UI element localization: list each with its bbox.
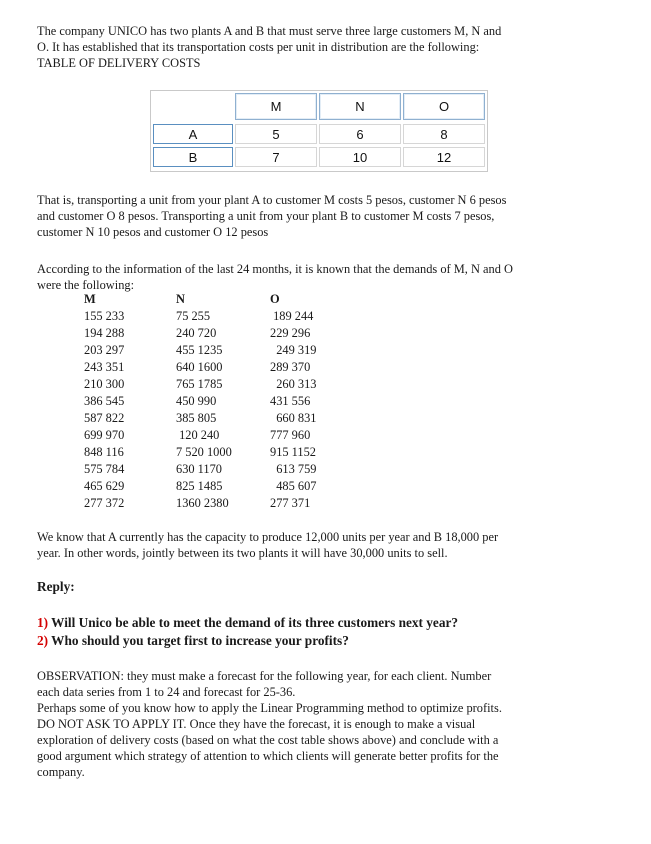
demand-m-value: 210 300 [84, 377, 125, 391]
demand-intro-line-2: were the following: [37, 278, 135, 292]
col-header-m: M [235, 93, 317, 120]
intro-line-1: The company UNICO has two plants A and B that must serve three large customers M, N and [37, 24, 502, 38]
cost-a-o: 8 [403, 124, 485, 144]
demand-o-value: 277 371 [270, 496, 311, 510]
demand-intro-paragraph [37, 261, 605, 293]
demand-n-value: 75 255 [176, 309, 211, 323]
demand-n-value: 765 1785 [176, 377, 223, 391]
demand-o-value: 660 831 [270, 411, 317, 425]
demand-o-value: 229 296 [270, 326, 311, 340]
col-header-o: O [403, 93, 485, 120]
demand-o-value: 613 759 [270, 462, 317, 476]
observation-line-1: OBSERVATION: they must make a forecast for the following year, for each client. Number [37, 669, 492, 683]
demand-o-value: 260 313 [270, 377, 317, 391]
demand-m-value: 203 297 [84, 343, 125, 357]
reply-label: Reply: [37, 579, 75, 594]
cost-b-n: 10 [319, 147, 401, 167]
observation-line-4: DO NOT ASK TO APPLY IT. Once they have the forecast, it is enough to make a visual [37, 717, 476, 731]
demand-header-o: O [270, 292, 280, 306]
demand-n-value: 7 520 1000 [176, 445, 232, 459]
col-header-n: N [319, 93, 401, 120]
demand-n-value: 450 990 [176, 394, 217, 408]
demand-n-value: 640 1600 [176, 360, 223, 374]
demand-m-value: 243 351 [84, 360, 125, 374]
demand-column-n [176, 291, 232, 512]
demand-m-value: 587 822 [84, 411, 125, 425]
demand-o-value: 289 370 [270, 360, 311, 374]
capacity-line-2: year. In other words, jointly between its two plants it will have 30,000 units to sell. [37, 546, 448, 560]
cost-b-o: 12 [403, 147, 485, 167]
demand-m-value: 575 784 [84, 462, 125, 476]
demand-o-value: 189 244 [270, 309, 314, 323]
demand-o-value: 249 319 [270, 343, 317, 357]
demand-intro-line-1: According to the information of the last 24 months, it is known that the demands of M, N and O [37, 262, 513, 276]
demand-n-value: 120 240 [176, 428, 220, 442]
delivery-cost-table [150, 90, 488, 172]
row-label-a: A [153, 124, 233, 144]
demand-o-value: 485 607 [270, 479, 317, 493]
observation-line-3: Perhaps some of you know how to apply the Linear Programming method to optimize profits. [37, 701, 502, 715]
demand-o-value: 777 960 [270, 428, 311, 442]
demand-m-value: 277 372 [84, 496, 125, 510]
question-2 [37, 632, 349, 649]
demand-n-value: 455 1235 [176, 343, 223, 357]
observation-line-6: good argument which strategy of attention to which clients will generate better profits for the [37, 749, 499, 763]
observation-line-2: each data series from 1 to 24 and forecast for 25-36. [37, 685, 296, 699]
explanation-line-1: That is, transporting a unit from your plant A to customer M costs 5 pesos, customer N 6 pesos [37, 193, 507, 207]
explanation-line-3: customer N 10 pesos and customer O 12 pesos [37, 225, 269, 239]
intro-line-2: O. It has established that its transportation costs per unit in distribution are the following: [37, 40, 480, 54]
cost-a-n: 6 [319, 124, 401, 144]
demand-header-m: M [84, 292, 96, 306]
demand-m-value: 699 970 [84, 428, 125, 442]
table-title: TABLE OF DELIVERY COSTS [37, 56, 201, 70]
demand-m-value: 465 629 [84, 479, 125, 493]
cost-a-m: 5 [235, 124, 317, 144]
demand-o-value: 915 1152 [270, 445, 317, 459]
demand-n-value: 240 720 [176, 326, 217, 340]
explanation-paragraph [37, 192, 605, 240]
demand-n-value: 630 1170 [176, 462, 223, 476]
explanation-line-2: and customer O 8 pesos. Transporting a unit from your plant B to customer M costs 7 pesos, [37, 209, 495, 223]
demand-n-value: 385 805 [176, 411, 217, 425]
demand-m-value: 848 116 [84, 445, 124, 459]
capacity-paragraph [37, 529, 605, 561]
question-1-text: Will Unico be able to meet the demand of its three customers next year? [51, 615, 459, 630]
cost-b-m: 7 [235, 147, 317, 167]
demand-n-value: 1360 2380 [176, 496, 229, 510]
question-2-number: 2) [37, 633, 49, 648]
demand-o-value: 431 556 [270, 394, 311, 408]
observation-line-5: exploration of delivery costs (based on what the cost table shows above) and conclude with a [37, 733, 499, 747]
question-2-text: Who should you target first to increase your profits? [51, 633, 349, 648]
intro-paragraph [37, 23, 605, 71]
demand-m-value: 194 288 [84, 326, 125, 340]
row-label-b: B [153, 147, 233, 167]
observation-paragraph [37, 668, 605, 780]
question-1 [37, 614, 458, 631]
observation-line-7: company. [37, 765, 85, 779]
capacity-line-1: We know that A currently has the capacity to produce 12,000 units per year and B 18,000 per [37, 530, 499, 544]
demand-column-m [84, 291, 124, 512]
demand-column-o [270, 291, 316, 512]
demand-n-value: 825 1485 [176, 479, 223, 493]
demand-m-value: 155 233 [84, 309, 125, 323]
demand-header-n: N [176, 292, 185, 306]
question-1-number: 1) [37, 615, 49, 630]
demand-m-value: 386 545 [84, 394, 125, 408]
